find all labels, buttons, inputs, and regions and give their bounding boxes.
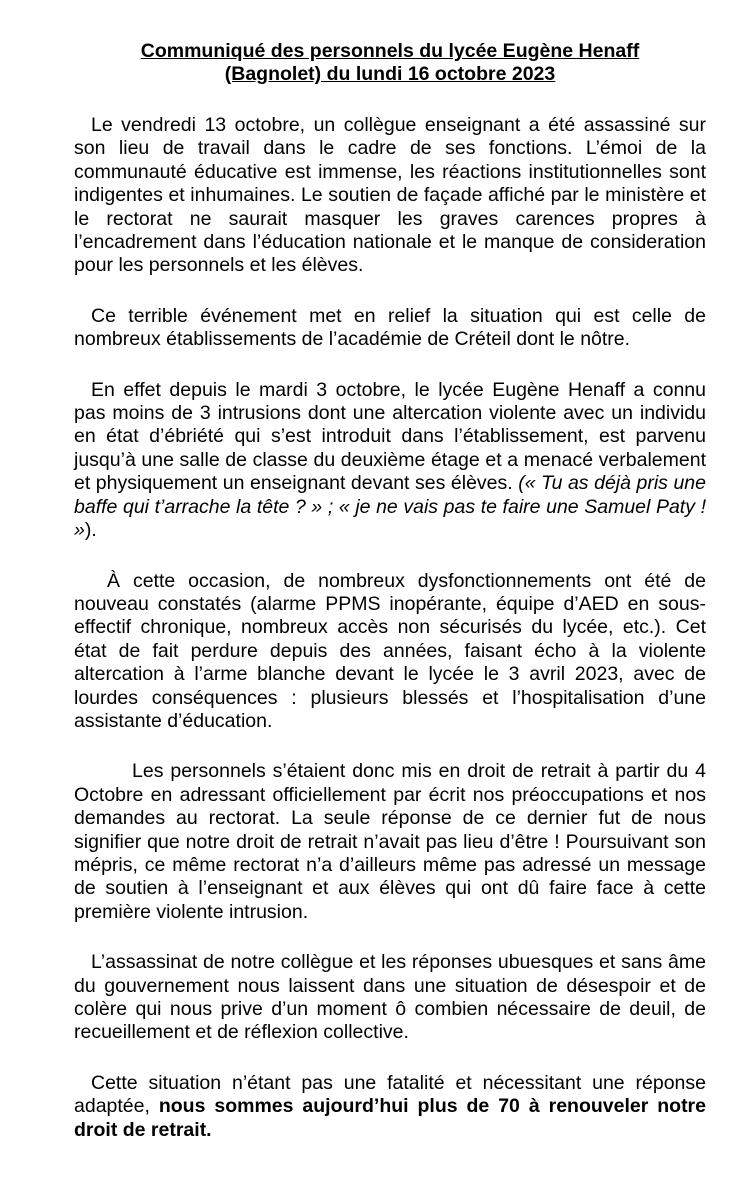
paragraph-3-text: En effet depuis le mardi 3 octobre, le lycée Eugène Henaff a connu pas moins de 3 intrusions dont une altercation violente avec un individu en état d’ébriété qui s’est introduit dans l’établissement, est parvenu jusqu’à une salle de classe du deuxième étage et a menacé verbalement et physiquement un enseignant devant ses élèves. (74, 378, 706, 495)
paragraph-3-end: ). (84, 519, 97, 542)
paragraph-5: Les personnels s’étaient donc mis en droit de retrait à partir du 4 Octobre en adressant officiellement par écrit nos préoccupations et nos demandes au rectorat. La seule réponse de ce dernier fut de nous signifier que notre droit de retrait n’avait pas lieu d’être ! Poursuivant son mépris, ce même rectorat n’a d’ailleurs même pas adressé un message de soutien à l’enseignant et aux élèves qui ont dû faire face à cette première violente intrusion. (74, 760, 706, 923)
paragraph-6: L’assassinat de notre collègue et les réponses ubuesques et sans âme du gouvernement nous laissent dans une situation de désespoir et de colère qui nous prive d’un moment ô combien nécessaire de deuil, de recueillement et de réflexion collective. (74, 951, 706, 1044)
title-line-2: (Bagnolet) du lundi 16 octobre 2023 (224, 63, 556, 85)
paragraph-7-text: Cette situation n’étant pas une fatalité et nécessitant une réponse adaptée, (74, 1071, 706, 1118)
paragraph-7-bold: nous sommes aujourd’hui plus de 70 à renouveler notre droit de retrait. (74, 1095, 706, 1141)
paragraph-3-quote: (« Tu as déjà pris une baffe qui t’arrache la tête ? » ; « je ne vais pas te faire une Samuel Paty ! » (74, 472, 706, 542)
paragraph-2: Ce terrible événement met en relief la situation qui est celle de nombreux établissements de l’académie de Créteil dont le nôtre. (74, 304, 706, 351)
title-line-1: Communiqué des personnels du lycée Eugène Henaff (140, 40, 640, 62)
paragraph-7 (74, 1072, 706, 1142)
paragraph-4: À cette occasion, de nombreux dysfonctionnements ont été de nouveau constatés (alarme PPMS inopérante, équipe d’AED en sous-effectif chronique, nombreux accès non sécurisés du lycée, etc.). Cet état de fait perdure depuis des années, faisant écho à la violente altercation à l’arme blanche devant le lycée le 3 avril 2023, avec de lourdes conséquences : plusieurs blessés et l’hospitalisation d’une assistante d’éducation. (74, 569, 706, 732)
paragraph-3 (74, 379, 706, 543)
paragraph-1: Le vendredi 13 octobre, un collègue enseignant a été assassiné sur son lieu de travail dans le cadre de ses fonctions. L’émoi de la communauté éducative est immense, les réactions institutionnelles sont indigentes et inhumaines. Le soutien de façade affiché par le ministère et le rectorat ne saurait masquer les graves carences propres à l’encadrement dans l’éducation nationale et le manque de consideration pour les personnels et les élèves. (74, 114, 706, 277)
document-title (74, 40, 706, 86)
